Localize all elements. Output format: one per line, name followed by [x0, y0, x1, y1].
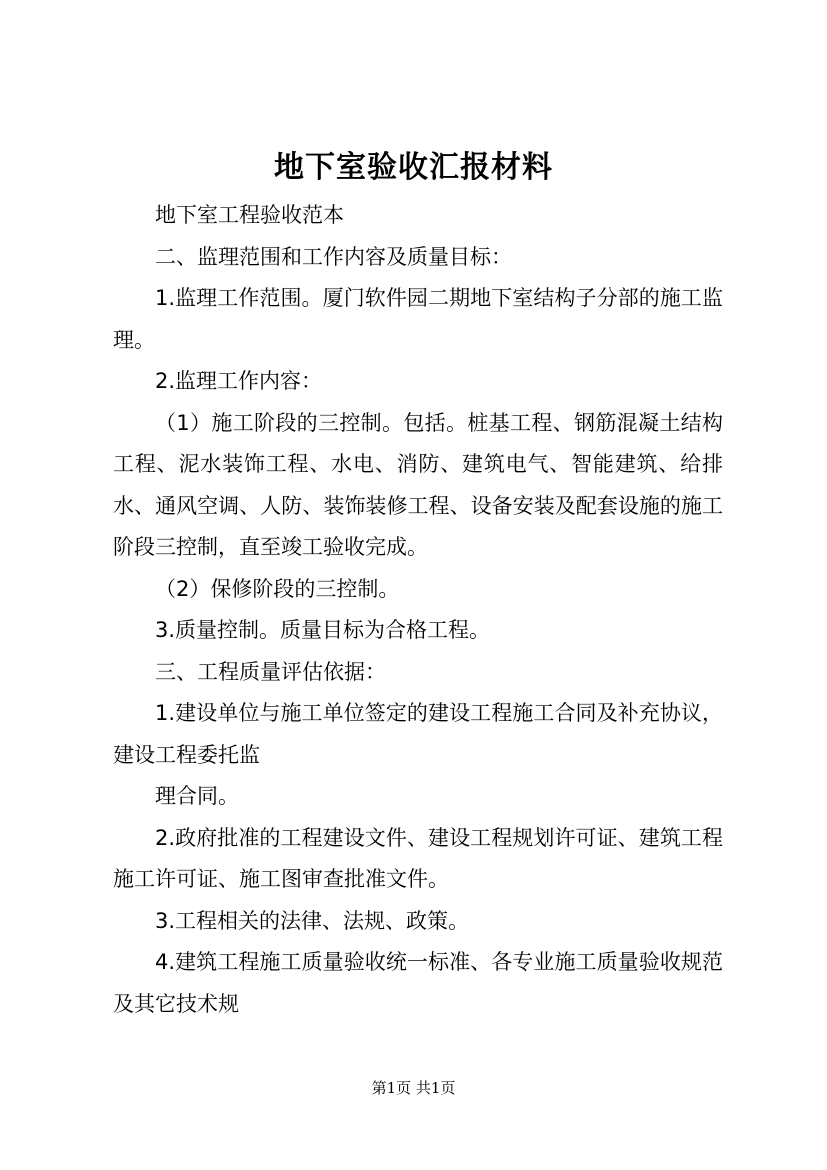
document-body [113, 195, 723, 1025]
paragraph-government-documents: 2.政府批准的工程建设文件、建设工程规划许可证、建筑工程施工许可证、施工图审查批准文件。 [113, 825, 723, 891]
paragraph-work-content-heading: 2.监理工作内容： [155, 369, 323, 393]
paragraph-contract-basis: 1.建设单位与施工单位签定的建设工程施工合同及补充协议，建设工程委托监 [113, 701, 723, 767]
paragraph-construction-stage-control: （1）施工阶段的三控制。包括。桩基工程、钢筋混凝土结构工程、泥水装饰工程、水电、消防、建筑电气、智能建筑、给排水、通风空调、人防、装饰装修工程、设备安装及配套设施的施工阶段三控制，直至竣工验收完成。 [113, 410, 723, 559]
paragraph-quality-control: 3.质量控制。质量目标为合格工程。 [155, 618, 491, 642]
paragraph-contract-continuation: 理合同。 [155, 784, 239, 808]
paragraph-laws-regulations: 3.工程相关的法律、法规、政策。 [155, 908, 470, 933]
paragraph-standards: 4.建筑工程施工质量验收统一标准、各专业施工质量验收规范及其它技术规 [113, 950, 723, 1016]
paragraph-scope: 1.监理工作范围。厦门软件园二期地下室结构子分部的施工监理。 [113, 286, 723, 352]
paragraph-section-three-heading: 三、工程质量评估依据： [155, 659, 386, 684]
paragraph-warranty-stage-control: （2）保修阶段的三控制。 [155, 576, 400, 601]
page-footer: 第1页 共1页 [371, 1079, 456, 1097]
paragraph-subtitle: 地下室工程验收范本 [155, 203, 344, 227]
document-title: 地下室验收汇报材料 [274, 150, 553, 185]
paragraph-section-two-heading: 二、监理范围和工作内容及质量目标： [155, 244, 512, 269]
